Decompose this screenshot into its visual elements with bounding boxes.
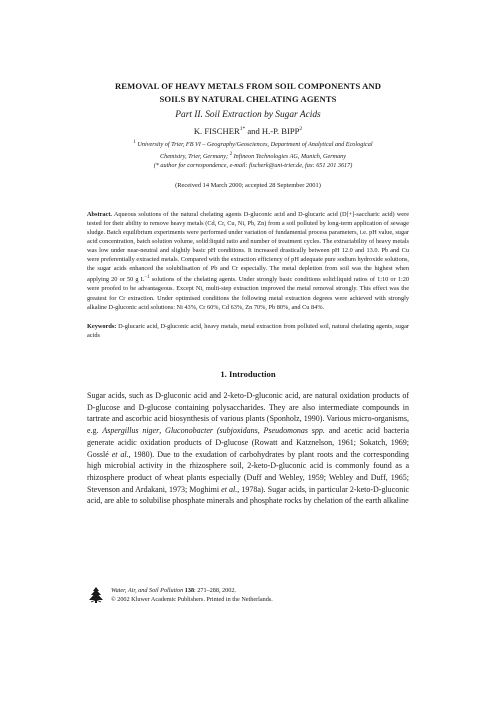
footer-copyright: © 2002 Kluwer Academic Publishers. Printed in the Netherlands. — [111, 596, 273, 603]
affiliation-1-mark: 1 — [133, 140, 136, 145]
author-1-mark: 1* — [239, 126, 246, 133]
body-text-2: , — [159, 426, 166, 436]
author-1: K. FISCHER — [193, 126, 240, 136]
affiliation-2-mark: 2 — [229, 151, 233, 157]
abstract — [87, 210, 409, 312]
author-2: and H.-P. BIPP — [245, 126, 300, 136]
correspondence-line: (* author for correspondence, e-mail: fischerk@uni-trier.de, fax: 651 201 3617) — [153, 162, 353, 170]
body-italic-1: Aspergillus niger — [102, 426, 160, 436]
paper-title — [60, 80, 436, 105]
title-line-2: SOILS BY NATURAL CHELATING AGENTS — [159, 93, 337, 104]
affiliation-line-2 — [88, 150, 418, 162]
body-text-5: , 1980). Due to the exudation of carbohydrates by plant roots and the corresponding high microbial activity in the rhizosphere soil, 2-keto-D-gluconic acid is commonly found as a rhizosphere product of wheat plants especially (Duff and Webley, 1959; Webley and Duff, 1965; Stevenson and Ardakani, 1973; Moghimi — [87, 449, 409, 494]
keywords — [87, 322, 409, 340]
affiliation-line-1 — [88, 138, 418, 150]
body-italic-3: Pseudomonas spp. — [263, 426, 325, 436]
keywords-text: D-glucaric acid, D-gluconic acid, heavy metals, metal extraction from polluted soil, natural chelating agents, sugar acids — [87, 323, 409, 340]
footer-citation — [111, 586, 273, 604]
abstract-superscript: −1 — [144, 275, 150, 281]
body-text-4: and acetic acid bacteria generate acidic oxidation products of D-glucose (Rowatt and Katznelson, 1961; Sokatch, 1969; Gosslé — [87, 426, 410, 459]
introduction-body — [87, 390, 409, 507]
body-text-3: , — [257, 426, 264, 436]
body-italic-4: et al. — [111, 449, 129, 459]
body-text-6: , 1978a). Sugar acids, in particular 2-keto-D-gluconic acid, are able to solubilise phosphate minerals and phosphate rocks by chelation of the earth alkaline — [87, 484, 410, 506]
body-text-1: Sugar acids, such as D-gluconic acid and 2-keto-D-gluconic acid, are natural oxidation products of D-glucose and D-glucose containing polysaccharides. They are also intermediate compounds in tartrate and ascorbic acid biosynthesis of various plants (Sponholz, 1990). Various micro-organisms, e.g. — [87, 391, 409, 436]
paper-subtitle: Part II. Soil Extraction by Sugar Acids — [175, 110, 321, 120]
affiliations — [88, 138, 418, 171]
section-heading-introduction: 1. Introduction — [220, 369, 276, 379]
keywords-label: Keywords: — [87, 323, 117, 330]
abstract-text-2: solutions of the chelating agents. Under strongly basic conditions solid:liquid ratios of 1:10 or 1:20 were proofed to be advantageous. Except Ni, multi-step extraction improved the metal removal strongly. This effect was the greatest for Cr extraction. Under optimised conditions the following metal extraction degrees were achieved with strongly alkaline D-gluconic acid solutions: Ni 43%, Cr 60%, Cd 63%, Zn 70%, Pb 80%, and Cu 84%. — [87, 276, 409, 311]
abstract-label: Abstract. — [87, 211, 113, 218]
body-italic-5: et al. — [221, 484, 238, 494]
abstract-text: Aqueous solutions of the natural chelating agents D-gluconic acid and D-glucaric acid (D[+]-saccharic acid) were tested for their ability to remove heavy metals (Cd, Cr, Cu, Ni, Pb, Zn) from a soil polluted by long-term application of sewage sludge. Batch equilibrium experiments were performed under variation of fundamental process parameters, i.e. pH value, sugar acid concentration, batch solution volume, solid:liquid ratio and number of treatment cycles. The extractability of heavy metals was low under near-neutral and slightly basic pH conditions. It increased drastically between pH 12.0 and 13.0. Pb and Cu were preferentially extracted metals. Compared with the extraction efficiency of pH adequate pure sodium hydroxide solutions, the sugar acids enhanced the solubilisation of Pb and Cr especially. The metal depletion from soil was the highest when applying 20 or 50 g L — [87, 211, 409, 284]
author-2-mark: 2 — [299, 126, 303, 133]
body-italic-2: Gluconobacter (subjoxidans — [165, 426, 258, 436]
affiliation-2b-text: Infineon Technologies AG, Munich, Germany — [232, 152, 347, 160]
affiliation-1-text: University of Trier, FB VI – Geography/Geosciences, Department of Analytical and Ecological — [135, 141, 373, 149]
footer-journal-line — [111, 586, 273, 595]
journal-pages: : 271–288, 2002. — [194, 587, 236, 594]
journal-footer — [87, 584, 417, 608]
journal-name: Water, Air, and Soil Pollution — [111, 587, 184, 594]
received-dates: (Received 14 March 2000; accepted 28 September 2001) — [175, 182, 321, 189]
title-line-1: REMOVAL OF HEAVY METALS FROM SOIL COMPONENTS AND — [114, 81, 382, 91]
publisher-tree-icon — [87, 586, 105, 604]
author-list — [60, 126, 436, 136]
affiliation-2a-text: Chemistry, Trier, Germany; — [159, 152, 230, 160]
journal-volume: 138 — [183, 587, 195, 594]
